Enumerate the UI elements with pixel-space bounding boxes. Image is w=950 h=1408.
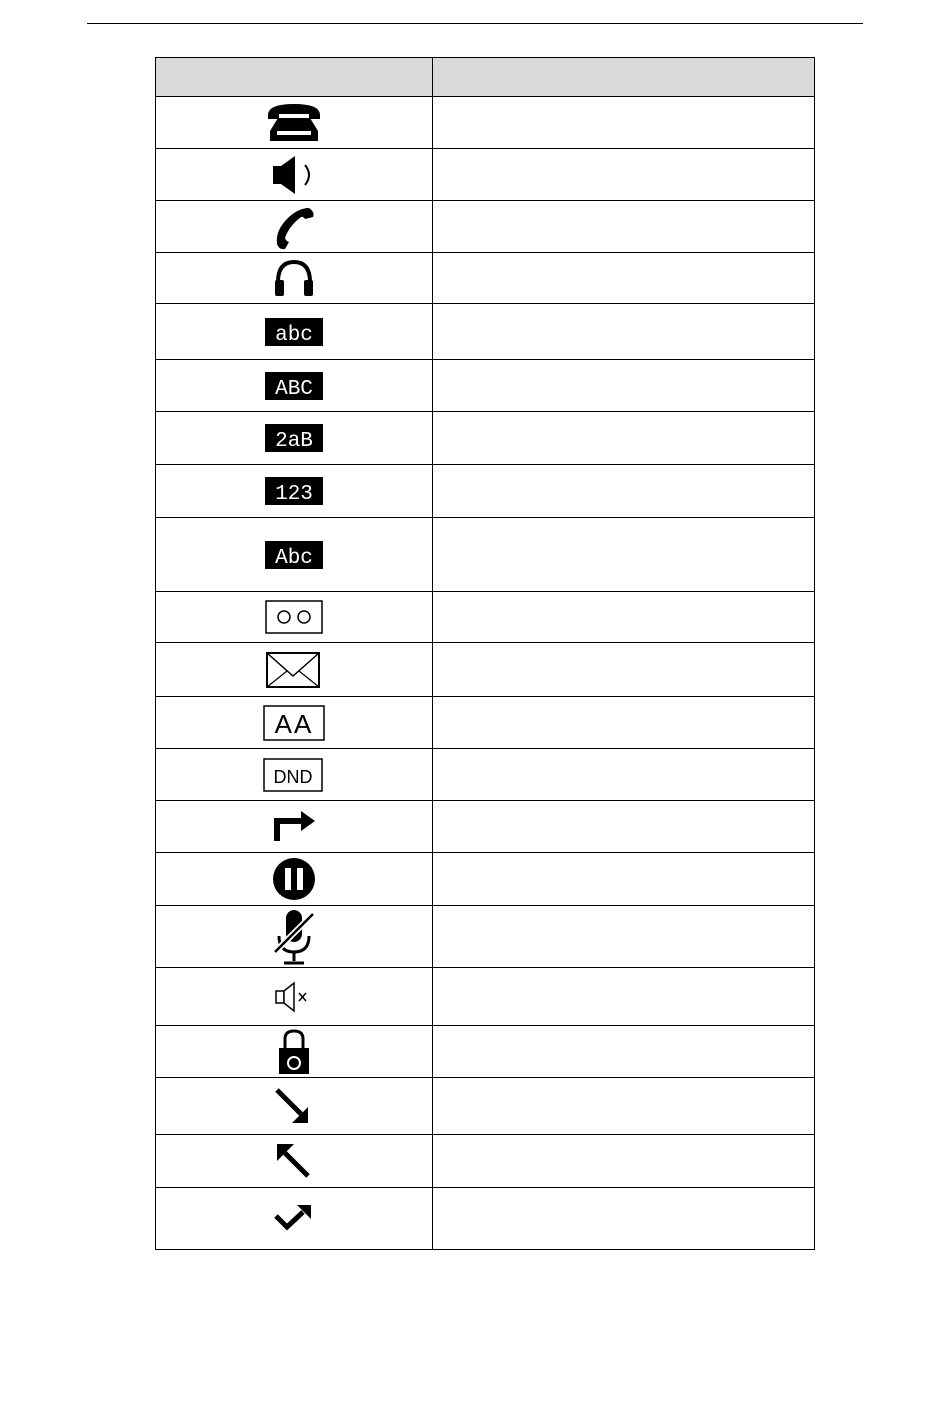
header-rule xyxy=(87,23,863,24)
svg-text:123: 123 xyxy=(275,483,313,506)
auto-answer-icon xyxy=(262,703,326,743)
dnd-icon xyxy=(262,756,326,794)
icon-description xyxy=(433,853,815,906)
received-call-icon xyxy=(272,1085,316,1127)
input-lowercase-abc-icon xyxy=(264,317,324,347)
input-alphanumeric-2ab-icon xyxy=(264,423,324,453)
table-row xyxy=(156,253,815,304)
icon-description xyxy=(433,1078,815,1135)
voicemail-icon xyxy=(264,599,324,635)
table-row xyxy=(156,592,815,643)
icon-description xyxy=(433,1026,815,1078)
table-row xyxy=(156,749,815,801)
icon-description xyxy=(433,97,815,149)
table-row xyxy=(156,968,815,1026)
icon-description xyxy=(433,412,815,465)
icon-description xyxy=(433,149,815,201)
icon-description xyxy=(433,968,815,1026)
svg-text:Abc: Abc xyxy=(275,546,313,570)
table-row xyxy=(156,1026,815,1078)
table-row xyxy=(156,697,815,749)
svg-text:ABC: ABC xyxy=(275,377,313,401)
message-envelope-icon xyxy=(265,650,323,690)
table-row xyxy=(156,853,815,906)
table-row xyxy=(156,906,815,968)
call-hold-icon xyxy=(269,856,319,902)
table-row xyxy=(156,97,815,149)
icon-description xyxy=(433,906,815,968)
speakerphone-icon xyxy=(269,153,319,197)
icon-description xyxy=(433,643,815,697)
handset-icon xyxy=(269,204,319,250)
icon-table xyxy=(155,57,815,1250)
column-header-description xyxy=(433,58,815,97)
icon-description xyxy=(433,465,815,518)
table-row xyxy=(156,360,815,412)
svg-text:2aB: 2aB xyxy=(275,430,313,453)
placed-call-icon xyxy=(272,1140,316,1182)
table-row xyxy=(156,518,815,592)
table-row xyxy=(156,465,815,518)
table-row xyxy=(156,412,815,465)
table-row xyxy=(156,149,815,201)
ringer-muted-icon xyxy=(272,979,316,1015)
svg-text:DND: DND xyxy=(273,766,313,787)
icon-description xyxy=(433,697,815,749)
desk-phone-icon xyxy=(264,101,324,145)
input-capitalized-abc-icon xyxy=(264,540,324,570)
icon-description xyxy=(433,253,815,304)
table-row xyxy=(156,801,815,853)
icon-description xyxy=(433,304,815,360)
table-row xyxy=(156,304,815,360)
icon-description xyxy=(433,1188,815,1250)
icon-description xyxy=(433,749,815,801)
icon-description xyxy=(433,801,815,853)
icon-description xyxy=(433,518,815,592)
table-row xyxy=(156,643,815,697)
svg-text:AA: AA xyxy=(274,708,314,739)
icon-description xyxy=(433,201,815,253)
table-row xyxy=(156,1188,815,1250)
icon-description xyxy=(433,592,815,643)
column-header-icon xyxy=(156,58,433,97)
table-row xyxy=(156,1078,815,1135)
icon-description xyxy=(433,360,815,412)
microphone-muted-icon xyxy=(269,908,319,966)
table-row xyxy=(156,201,815,253)
svg-text:abc: abc xyxy=(275,323,313,347)
table-row xyxy=(156,1135,815,1188)
input-numeric-123-icon xyxy=(264,476,324,506)
input-uppercase-abc-icon xyxy=(264,371,324,401)
table-header-row xyxy=(156,58,815,97)
call-forward-icon xyxy=(269,807,319,847)
icon-description xyxy=(433,1135,815,1188)
headset-icon xyxy=(269,256,319,300)
lock-icon xyxy=(272,1028,316,1076)
forwarded-call-icon xyxy=(269,1201,319,1237)
